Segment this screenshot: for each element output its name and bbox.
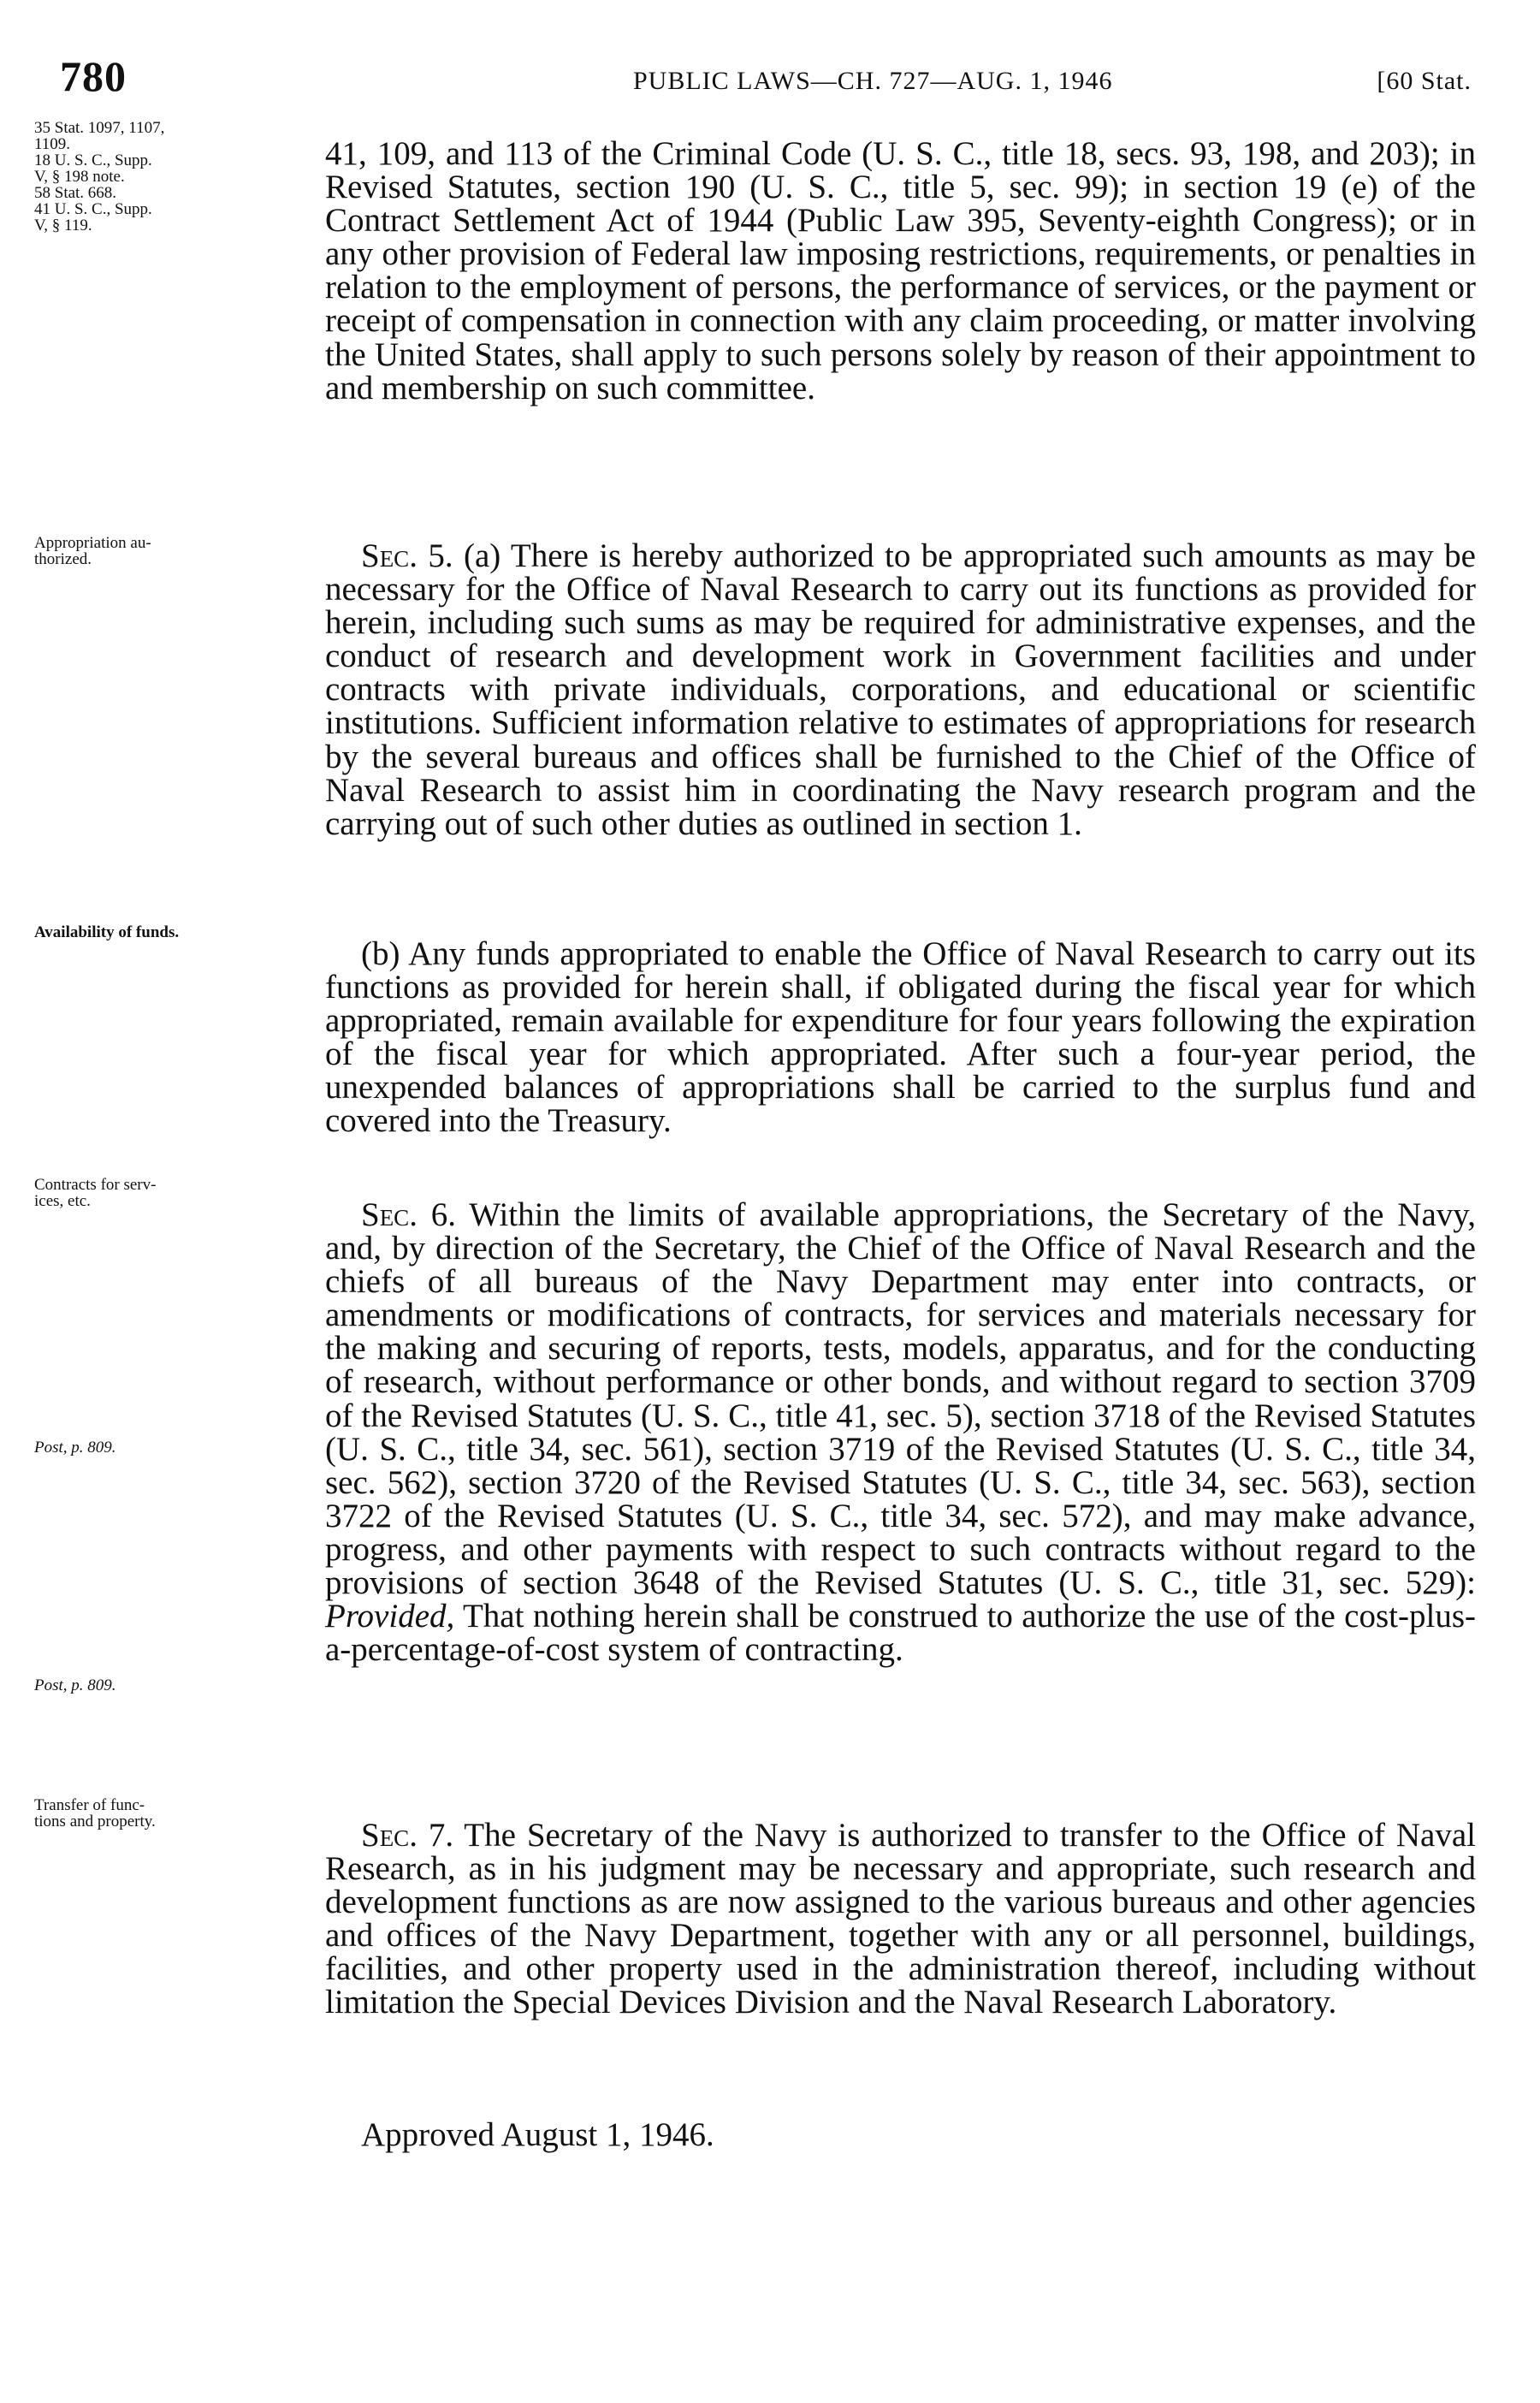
margin-note-line: Appropriation au-	[34, 534, 151, 552]
margin-citation: V, § 198 note.	[34, 168, 125, 186]
margin-citation: 35 Stat. 1097, 1107,	[34, 119, 165, 137]
margin-note-line: tions and property.	[34, 1813, 156, 1830]
margin-note-availability: Availability of funds.	[34, 923, 180, 941]
volume-reference: [60 Stat.	[1377, 67, 1472, 95]
margin-note-line: Contracts for serv-	[34, 1176, 157, 1194]
margin-citation: 58 Stat. 668.	[34, 184, 117, 202]
margin-citation: 41 U. S. C., Supp.	[34, 200, 152, 218]
margin-citations	[34, 120, 291, 234]
running-head-title: PUBLIC LAWS—CH. 727—AUG. 1, 1946	[633, 67, 1113, 95]
margin-notes	[34, 120, 291, 2345]
margin-note-line: ices, etc.	[34, 1192, 91, 1210]
proviso-italic: Provided,	[325, 1598, 455, 1635]
margin-note-line: Transfer of func-	[34, 1796, 145, 1814]
margin-note-post-1: Post, p. 809.	[34, 1439, 116, 1457]
section-text-tail: That nothing herein shall be construed to authorize the use of the cost-plus-a-percentage-of-cost system of contracting.	[325, 1598, 1476, 1669]
section-5b: (b) Any funds appropriated to enable the Office of Naval Research to carry out its functions as provided for herein shall, if obligated during the fiscal year for which appropriated, remain available for expenditure for four years following the expiration of the fiscal year for which appropriated. After such a four-year period, the unexpended balances of appropriations shall be carried to the surplus fund and covered into the Treasury.	[325, 935, 1476, 1140]
section-6	[325, 1196, 1476, 1669]
section-label: Sec. 7.	[361, 1817, 454, 1854]
margin-citation: 18 U. S. C., Supp.	[34, 151, 152, 169]
running-header	[60, 51, 1472, 111]
section-text: (a) There is hereby authorized to be appropriated such amounts as may be necessary for the Office of Naval Research to carry out its functions as provided for herein, including such sums as may be required for administrative expenses, and the conduct of research and development work in Government facilities and under contracts with private individuals, corporations, and educational or scientific institutions. Sufficient information relative to estimates of appropriations for research by the several bureaus and offices shall be furnished to the Chief of the Office of Naval Research to assist him in coordinating the Navy research program and the carrying out of such other duties as outlined in section 1.	[325, 537, 1476, 842]
page-number: 780	[60, 52, 127, 100]
paragraph-continuation: 41, 109, and 113 of the Criminal Code (U. S. C., title 18, secs. 93, 198, and 203); in Revised Statutes, section 190 (U. S. C., title 5, sec. 99); in section 19 (e) of the Contract Settlement Act of 1944 (Public Law 395, Seventy-eighth Congress); or in any other provision of Federal law imposing restrictions, requirements, or penalties in relation to the employment of persons, the performance of services, or the payment or receipt of compensation in connection with any claim proceeding, or matter involving the United States, shall apply to such persons solely by reason of their appointment to and membership on such committee.	[325, 135, 1476, 406]
section-7	[325, 1819, 1476, 2020]
section-text: Within the limits of available appropriations, the Secretary of the Navy, and, by direction of the Secretary, the Chief of the Office of Naval Research and the chiefs of all bureaus of the Navy Department may enter into contracts, or amendments or modifications of contracts, for services and materials necessary for the making and securing of reports, tests, models, apparatus, and for the conducting of research, without performance or other bonds, and without regard to section 3709 of the Revised Statutes (U. S. C., title 41, sec. 5), section 3718 of the Revised Statutes (U. S. C., title 34, sec. 561), section 3719 of the Revised Statutes (U. S. C., title 34, sec. 562), section 3720 of the Revised Statutes (U. S. C., title 34, sec. 563), section 3722 of the Revised Statutes (U. S. C., title 34, sec. 572), and may make advance, progress, and other payments with respect to such contracts without regard to the provisions of section 3648 of the Revised Statutes (U. S. C., title 31, sec. 529):	[325, 1196, 1476, 1602]
body-text	[325, 137, 1476, 2362]
margin-citation: V, § 119.	[34, 217, 92, 234]
margin-note-appropriation	[34, 535, 291, 567]
margin-note-contracts	[34, 1177, 291, 1209]
margin-note-transfer	[34, 1797, 291, 1830]
margin-note-line: thorized.	[34, 550, 92, 568]
margin-note-post-2: Post, p. 809.	[34, 1676, 116, 1694]
approval-date: Approved August 1, 1946.	[361, 2116, 714, 2153]
section-5a	[325, 539, 1476, 840]
margin-citation: 1109.	[34, 135, 71, 153]
section-label: Sec. 5.	[361, 537, 453, 574]
section-label: Sec. 6.	[361, 1196, 457, 1233]
section-text: The Secretary of the Navy is authorized to transfer to the Office of Naval Research, as in his judgment may be necessary and appropriate, such research and development functions as are now assigned to the various bureaus and other agencies and offices of the Navy Department, together with any or all personnel, buildings, facilities, and other property used in the administration thereof, including without limitation the Special Devices Division and the Naval Research Laboratory.	[325, 1817, 1476, 2021]
